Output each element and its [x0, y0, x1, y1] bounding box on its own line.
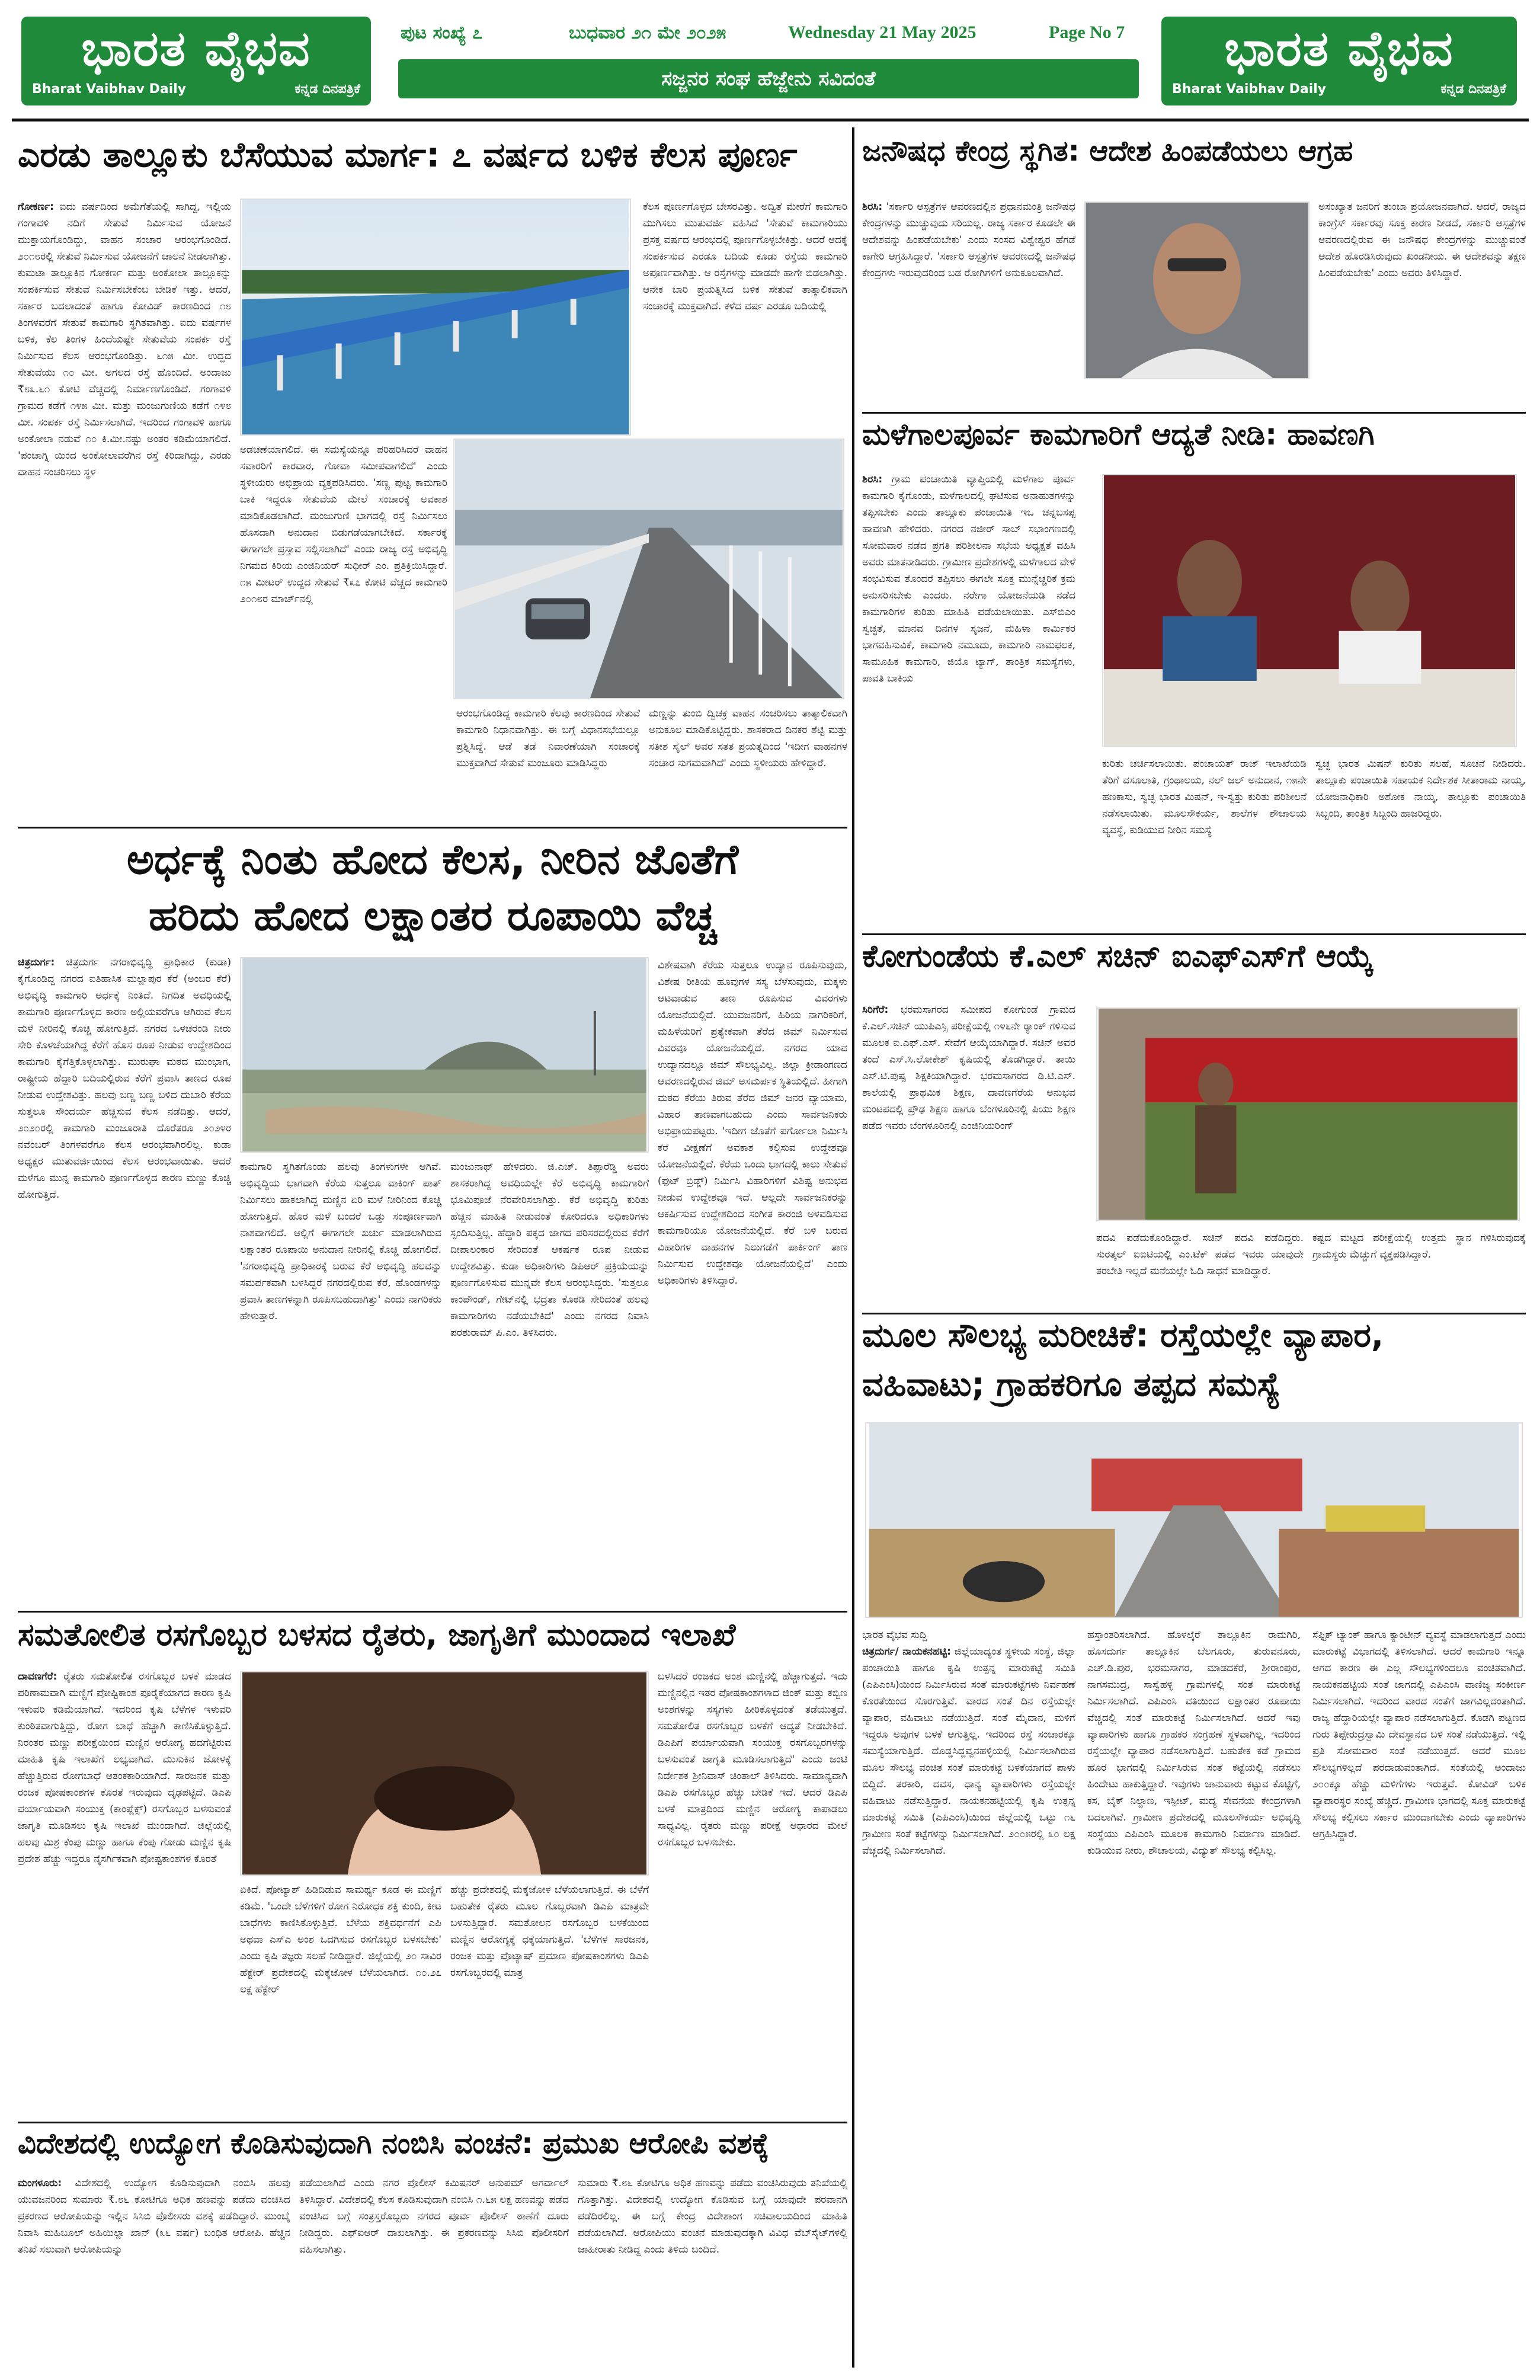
article-bridge-col1 [18, 199, 231, 815]
headline-lake-line1: ಅರ್ಧಕ್ಕೆ ನಿಂತು ಹೋದ ಕೆಲಸ, ನೀರಿನ ಜೊತೆಗೆ [126, 836, 739, 884]
photo-roadside-market [865, 1422, 1523, 1618]
photo-upsc-candidate [1096, 1007, 1520, 1221]
article-market-col3: ಸೆಫ್ಟಿಕ್ ಟ್ಯಾಂಕ್ ಹಾಗೂ ಕ್ಯಾಂಟೀನ್ ವ್ಯವಸ್ಥೆ ಮಾಡಲಾಗುತ್ತದೆ ಎಂದು ಮಾರುಕಟ್ಟೆ ವಿಭಾಗದಲ್ಲಿ ತಿಳಿಸಲಾಗಿದೆ. ಆದರೆ ಕಾಮಗಾರಿ ಇನ್ನೂ ಆಗದ ಕಾರಣ ಈ ಎಲ್ಲ ಸೌಲಭ್ಯಗಳಿಂದಲೂ ವಂಚಿತವಾಗಿದೆ. ನಾಯಕನಹಟ್ಟಿಯ ಸಂತೆ ಜಾಗದಲ್ಲಿ ಎಪಿಎಂಸಿ ವಾಣಿಜ್ಯ ಸಂಕೀರ್ಣ ನಿರ್ಮಿಸಲಾಗಿದೆ. ಇದರಿಂದ ವಾರದ ಸಂತೆಗೆ ಜಾಗವಿಲ್ಲದಂತಾಗಿದೆ. ರಾಜ್ಯ ಹೆದ್ದಾರಿಯಲ್ಲೇ ವ್ಯಾಪಾರ ನಡೆಸಲಾಗುತ್ತಿದೆ. ಕೊಡಗಿ ಪಟ್ಟಣದ ಗುರು ತಿಪ್ಪೇರುದ್ರಸ್ವಾಮಿ ದೇವಸ್ಥಾನದ ಬಳಿ ಸಂತೆ ನಡೆಯುತ್ತಿದೆ. ಇಲ್ಲಿ ಪ್ರತಿ ಸೋಮವಾರ ಸಂತೆ ನಡೆಯುತ್ತದೆ. ಆದರೆ ಮೂಲ ಸೌಲಭ್ಯಗಳಿಲ್ಲದೆ ಪರದಾಡುವಂತಾಗಿದೆ. ಸಂತೆಯಲ್ಲಿ ಅಂದಾಜು ೨೦೦ಕ್ಕೂ ಹೆಚ್ಚು ಮಳಿಗೆಗಳು ಇರುತ್ತವೆ. ಕೋವಿಡ್ ಬಳಿಕ ವ್ಯಾಪಾರಸ್ಥರ ಸಂಖ್ಯೆ ಹೆಚ್ಚಿದೆ. ಗ್ರಾಮೀಣ ಭಾಗದಲ್ಲಿ ಸೂಕ್ತ ಮಾರುಕಟ್ಟೆ ಸೌಲಭ್ಯ ಕಲ್ಪಿಸಲು ಸರ್ಕಾರ ಮುಂದಾಗಬೇಕು ಎಂದು ವ್ಯಾಪಾರಿಗಳು ಆಗ್ರಹಿಸಿದ್ದಾರೆ. [1312, 1629, 1526, 1840]
dateline: ಶಿರಸಿ: [862, 201, 883, 213]
article-bridge-col3: ಆರಂಭಗೊಂಡಿದ್ದ ಕಾಮಗಾರಿ ಕೆಲವು ಕಾರಣದಿಂದ ಸೇತುವೆ ಕಾಮಗಾರಿ ನಿಧಾನವಾಗಿತ್ತು. ಈ ಬಗ್ಗೆ ವಿಧಾನಸಭೆಯಲ್ಲೂ ಪ್ರಶ್ನಿಸಿದ್ದೆ. ಆಡೆ ತಡೆ ನಿವಾರಣೆಯಾಗಿ ಸಂಚಾರಕ್ಕೆ ಮುಕ್ತವಾಗಿದೆ ಸೇತುವೆ ಮಂಜೂರು ಮಾಡಿಸಿದ್ದರು [456, 708, 640, 769]
logo-text: ಭಾರತ ವೈಭವ [81, 21, 311, 77]
date-en: Wednesday 21 May 2025 [788, 23, 976, 42]
column-rule [852, 127, 854, 2368]
article-text: ಐದು ವರ್ಷದಿಂದ ಅಮೆಗೆತೆಯಲ್ಲಿ ಸಾಗಿದ್ದ, ಇಲ್ಲಿಯ ಗಂಗಾವಳಿ ನದಿಗೆ ಸೇತುವೆ ನಿರ್ಮಿಸುವ ಯೋಜನೆ ಮುಕ್ತಾಯಗೊಂಡಿದ್ದು, ವಾಹನ ಸಂಚಾರ ಆರಂಭಗೊಂಡಿದೆ. ೨೦೧೮ರಲ್ಲಿ ಸೇತುವೆ ನಿರ್ಮಿಸುವ ಯೋಜನೆಗೆ ಚಾಲನೆ ನೀಡಲಾಗಿತ್ತು. ಕುಮಟಾ ತಾಲ್ಲೂಕಿನ ಗೋಕರ್ಣ ಮತ್ತು ಅಂಕೋಲಾ ತಾಲ್ಲೂಕನ್ನು ಸಂಪರ್ಕಿಸುವ ಸೇತುವೆ ನಿರ್ಮಿಸಬೇಕೆಂಬ ಬೇಡಿಕೆ ಇತ್ತು. ಆದರೆ, ಸರ್ಕಾರ ಬದಲಾದಂತೆ ಹಾಗೂ ಕೋವಿಡ್ ಕಾರಣದಿಂದ ೧೮ ತಿಂಗಳವರೆಗೆ ಸೇತುವೆ ಕಾಮಗಾರಿ ಸ್ಥಗಿತವಾಗಿತ್ತು. ಐದು ವರ್ಷಗಳ ಬಳಿಕ, ಕೆಲ ತಿಂಗಳ ಹಿಂದೆಯಷ್ಟೇ ಸೇತುವೆಯ ಸಂಪರ್ಕ ರಸ್ತೆ ನಿರ್ಮಿಸುವ ಕೆಲಸ ಆರಂಭಗೊಂಡಿತ್ತು. ೬೧೫ ಮೀ. ಉದ್ದದ ಸೇತುವೆಯು ೧೦ ಮೀ. ಅಗಲದ ರಸ್ತೆ ಹೊಂದಿದೆ. ಅಂದಾಜು ₹೮೩.೬೧ ಕೋಟಿ ವೆಚ್ಚದಲ್ಲಿ ನಿರ್ಮಾಣಗೊಂಡಿದೆ. ಗಂಗಾವಳಿ ಗ್ರಾಮದ ಕಡೆಗೆ ೧೪೫ ಮೀ. ಮತ್ತು ಮಂಜುಗುಣಿಯ ಕಡೆಗೆ ೧೪೮ ಮೀ. ಸಂಪರ್ಕ ರಸ್ತೆ ನಿರ್ಮಿಸಲಾಗಿದೆ. ಇದರಿಂದ ಗಂಗಾವಳಿ ಹಾಗೂ ಅಂಕೋಲಾ ನಡುವೆ ೧೦ ಕಿ.ಮೀ.ನಷ್ಟು ಅಂತರ ಕಡಿಮೆಯಾಗಲಿದೆ. 'ಪಂಚಾಗ್ನಿ ಯಿಂದ ಅಂಕೋಲಾವರೆಗಿನ ರಸ್ತೆ ಕಿರಿದಾಗಿದ್ದು, ಎರಡು ವಾಹನ ಸಂಚರಿಸಲು ಸ್ಥಳ [18, 201, 231, 478]
divider [18, 1611, 847, 1613]
logo-en: Bharat Vaibhav Daily [32, 82, 187, 97]
article-market-col2: ಹಸ್ತಾಂತರಿಸಲಾಗಿದೆ. ಹೊಳಲ್ಕೆರೆ ತಾಲ್ಲೂಕಿನ ರಾಮಗಿರಿ, ಹೊಸದುರ್ಗ ತಾಲ್ಲೂಕಿನ ಬೆಲಗೂರು, ತುರುವನೂರು, ಎಚ್.ಡಿ.ಪುರ, ಭರಮಸಾಗರ, ಮಾಡದಕೆರೆ, ಶ್ರೀರಾಂಪುರ, ನಾಗಸಮುದ್ರ, ಸಾಸ್ವೆಹಳ್ಳಿ ಗ್ರಾಮಗಳಲ್ಲಿ ಸಂತೆ ಮಾರುಕಟ್ಟೆ ನಿರ್ಮಿಸಲಾಗಿದೆ. ಎಪಿಎಂಸಿ ವತಿಯಿಂದ ಲಕ್ಷಾಂತರ ರೂಪಾಯಿ ವೆಚ್ಚದಲ್ಲಿ ಸಂತೆ ಮಾರುಕಟ್ಟೆ ನಿರ್ಮಿಸಲಾಗಿದೆ. ಆದರೆ ಇವು ವ್ಯಾಪಾರಿಗಳು ಹಾಗೂ ಗ್ರಾಹಕರ ಸಂಗ್ರಹಣೆ ಸ್ಥಳವಾಗಿಲ್ಲ. ಇದರಿಂದ ರಸ್ತೆಯಲ್ಲೇ ವ್ಯಾಪಾರ ನಡೆಸಲಾಗುತ್ತಿದೆ. ಬಹುತೇಕ ಕಡೆ ಗ್ರಾಮದ ಹೊರ ಭಾಗದಲ್ಲಿ ನಿರ್ಮಿಸಿರುವ ಸಂತೆ ಕಟ್ಟೆಯಲ್ಲಿ ನಡೆಸಲು ಹಿಂದೇಟು ಹಾಕುತ್ತಿದ್ದಾರೆ. ಇವುಗಳು ಜಾನುವಾರು ಕಟ್ಟುವ ಕೊಟ್ಟಿಗೆ, ಕಸ, ಬೈಕ್ ನಿಲ್ದಾಣ, ಇಸ್ಪೀಟ್, ಮದ್ಯ ಸೇವನೆಯ ಕೇಂದ್ರಗಳಾಗಿ ಬದಲಾಗಿವೆ. ಗ್ರಾಮೀಣ ಪ್ರದೇಶದಲ್ಲಿ ಮೂಲಸೌಕರ್ಯ ಅಭಿವೃದ್ಧಿ ಸಂಸ್ಥೆಯು ಎಪಿಎಂಸಿ ಮೂಲಕ ಕಾಮಗಾರಿ ನಿರ್ಮಾಣ ಮಾಡಿದೆ. ಕುಡಿಯುವ ನೀರು, ಶೌಚಾಲಯ, ವಿದ್ಯುತ್ ಸೌಲಭ್ಯ ಕಲ್ಪಿಸಿಲ್ಲ. [1087, 1629, 1301, 1857]
headline-monsoon-works: ಮಳೆಗಾಲಪೂರ್ವ ಕಾಮಗಾರಿಗೆ ಆದ್ಯತೆ ನೀಡಿ: ಹಾವಣಗಿ [862, 418, 1375, 452]
logo-text: ಭಾರತ ವೈಭವ [1224, 21, 1454, 77]
article-lake-col1 [18, 954, 231, 1606]
dateline: ಶಿರಸಿ: [862, 474, 883, 485]
headline-bridge: ಎರಡು ತಾಲ್ಲೂಕು ಬೆಸೆಯುವ ಮಾರ್ಗ: ೭ ವರ್ಷದ ಬಳಿಕ ಕೆಲಸ ಪೂರ್ಣ [18, 135, 798, 175]
article-ifs-col3: ಕಷ್ಟದ ಮಟ್ಟದ ಪರೀಕ್ಷೆಯಲ್ಲಿ ಉತ್ತಮ ಸ್ಥಾನ ಗಳಿಸಿರುವುದಕ್ಕೆ ಗ್ರಾಮಸ್ಥರು ಮೆಚ್ಚುಗೆ ವ್ಯಕ್ತಪಡಿಸಿದ್ದಾರೆ. [1312, 1232, 1526, 1261]
logo-en: Bharat Vaibhav Daily [1172, 82, 1327, 97]
divider [862, 933, 1526, 936]
article-text: ವಿದೇಶದಲ್ಲಿ ಉದ್ಯೋಗ ಕೊಡಿಸುವುದಾಗಿ ನಂಬಿಸಿ ಹಲವು ಯುವಜನರಿಂದ ಸುಮಾರು ₹.೮೬ ಕೋಟಿಗೂ ಅಧಿಕ ಹಣವನ್ನು ಪಡೆದು ವಂಚಿಸಿದ ಪ್ರಕರಣದ ಆರೋಪಿಯನ್ನು ಇಲ್ಲಿನ ಸಿಸಿಬಿ ಪೊಲೀಸರು ವಶಕ್ಕೆ ಪಡೆದಿದ್ದಾರೆ. ಮುಂಬೈ ನಿವಾಸಿ ಮಹಿಬೂಲ್ ಅಹಿಯಿಲ್ಲಾ ಖಾನ್ (೩೬ ವರ್ಷ) ಬಂಧಿತ ಆರೋಪಿ. ಹೆಚ್ಚಿನ ತನಿಖೆ ಸಲುವಾಗಿ ಆರೋಪಿಯನ್ನು [18, 2177, 290, 2256]
headline-ifs-selection: ಕೋಗುಂಡೆಯ ಕೆ.ಎಲ್ ಸಚಿನ್ ಐಎಫ್‌ಎಸ್‌ಗೆ ಆಯ್ಕೆ [862, 939, 1373, 974]
masthead-rule [12, 119, 1529, 121]
article-ifs-col2: ಪದವಿ ಪಡೆದುಕೊಂಡಿದ್ದಾರೆ. ಸಚಿನ್ ಪದವಿ ಪಡೆದಿದ್ದರು. ಸುರತ್ಕಲ್ ಐಐಟಿಯಲ್ಲಿ ಎಂ.ಟೆಕ್ ಪಡೆದ ಇವರು ಯಾವುದೇ ತರಬೇತಿ ಇಲ್ಲದೆ ಮನೆಯಲ್ಲೇ ಓದಿ ಸಾಧನೆ ಮಾಡಿದ್ದಾರೆ. [1096, 1232, 1304, 1277]
logo-kn: ಕನ್ನಡ ದಿನಪತ್ರಿಕೆ [1440, 82, 1506, 97]
masthead-logo-left [21, 17, 371, 105]
article-lake-col4: ವಿಶೇಷವಾಗಿ ಕೆರೆಯ ಸುತ್ತಲೂ ಉದ್ಯಾನ ರೂಪಿಸುವುದು, ವಿಶೇಷ ರೀತಿಯ ಹೂವುಗಳ ಸಸ್ಯ ಬೆಳೆಸುವುದು, ಮಕ್ಕಳು ಆಟವಾಡುವ ತಾಣ ರೂಪಿಸುವ ವಿವರಗಳು ಯೋಜನೆಯಲ್ಲಿದೆ. ಯುವಜನರಿಗೆ, ಹಿರಿಯ ನಾಗರಿಕರಿಗೆ, ಮಹಿಳೆಯರಿಗೆ ಪ್ರತ್ಯೇಕವಾಗಿ ತೆರೆದ ಜಿಮ್ ನಿರ್ಮಿಸುವ ವಿವರವೂ ಯೋಜನೆಯಲ್ಲಿದೆ. ನಗರದ ಯಾವ ಉದ್ಯಾನದಲ್ಲೂ ಜಿಮ್ ಸೌಲಭ್ಯವಿಲ್ಲ. ಜಿಲ್ಲಾ ಕ್ರೀಡಾಂಗಣದ ಆವರಣದಲ್ಲಿರುವ ಜಿಮ್ ಅಸಮರ್ಪಕ ಸ್ಥಿತಿಯಲ್ಲಿದೆ. ಹೀಗಾಗಿ ಮಠದ ಕೆರೆಯ ತಿರುವ ತೆರೆದ ಜಿಮ್ ಜನರ ವ್ಯಾಯಾಮ, ವಿಹಾರ ತಾಣವಾಗಬಹುದು ಎಂದು ಸಾರ್ವಜನಿಕರು ಅಭಿಪ್ರಾಯಪಟ್ಟರು. 'ಇದೀಗ ಜೊತೆಗೆ ಪರ್ಗೋಲಾ ನಿರ್ಮಿಸಿ ಕೆರೆ ವೀಕ್ಷಣೆಗೆ ಅವಕಾಶ ಕಲ್ಪಿಸುವ ಉದ್ದೇಶವೂ ಯೋಜನೆಯಲ್ಲಿದೆ. ಕೆರೆಯ ಒಂದು ಭಾಗದಲ್ಲಿ ಕಾಲು ಸೇತುವೆ (ಫುಟ್ ಬ್ರಿಡ್ಜ್) ನಿರ್ಮಿಸಿ ವಿಹಾರಿಗಳಿಗೆ ವಿಶಿಷ್ಟ ಅನುಭವ ನೀಡುವ ಉದ್ದೇಶವೂ ಇದೆ. ಆಲ್ಲದೇ ಸಾರ್ವಜನಿಕರನ್ನು ಆಕರ್ಷಿಸುವ ಉದ್ದೇಶದಿಂದ ಸಂಗೀತ ಕಾರಂಜಿ ಅಳವಡಿಸುವ ಕಾಮಗಾರಿಯೂ ಯೋಜನೆಯಲ್ಲಿದೆ. ಕೆರೆ ಬಳಿ ಬರುವ ವಿಹಾರಿಗಳ ವಾಹನಗಳ ನಿಲುಗಡೆಗೆ ಪಾರ್ಕಿಂಗ್ ತಾಣ ನಿರ್ಮಿಸುವ ಉದ್ದೇಶವೂ ಯೋಜನೆಯಲ್ಲಿದೆ' ಎಂದು ಅಧಿಕಾರಿಗಳು ತಿಳಿಸಿದ್ದಾರೆ. [658, 959, 847, 1287]
article-ifs-col1 [862, 1002, 1075, 1310]
headline-janaushadhi: ಜನೌಷಧ ಕೇಂದ್ರ ಸ್ಥಗಿತ: ಆದೇಶ ಹಿಂಪಡೆಯಲು ಆಗ್ರಹ [862, 135, 1353, 168]
article-fertilizer-col4: ಬಳಸಿದರೆ ರಂಜಕದ ಅಂಶ ಮಣ್ಣಿನಲ್ಲಿ ಹೆಚ್ಚಾಗುತ್ತದೆ. ಇದು ಮಣ್ಣಿನಲ್ಲಿನ ಇತರ ಪೋಷಕಾಂಶಗಳಾದ ಜಿಂಕ್ ಮತ್ತು ಕಬ್ಬಿಣ ಅಂಶಗಳನ್ನು ಸಸ್ಯಗಳು ಹೀರಿಕೊಳ್ಳದಂತೆ ತಡೆಯುತ್ತದೆ. ಸಮತೋಲಿತ ರಸಗೊಬ್ಬರ ಬಳಕೆಗೆ ಆದ್ಯತೆ ನೀಡಬೇಕಿದೆ. ಡಿಎಪಿಗೆ ಪರ್ಯಾಯವಾಗಿ ಸಂಯುಕ್ತ ರಸಗೊಬ್ಬರಗಳನ್ನು ಬಳಸುವಂತೆ ಜಾಗೃತಿ ಮೂಡಿಸಲಾಗುತ್ತಿದೆ' ಎಂದು ಜಂಟಿ ನಿರ್ದೇಶಕ ಶ್ರೀನಿವಾಸ್ ಚಿಂತಾಲ್ ತಿಳಿಸಿದರು. ಸಾಮಾನ್ಯವಾಗಿ ಡಿಎಪಿ ರಸಗೊಬ್ಬರ ಹೆಚ್ಚು ಬೇಡಿಕೆ ಇದೆ. ಆದರೆ ಡಿಎಪಿ ಬಳಕೆ ಮಾತ್ರದಿಂದ ಮಣ್ಣಿನ ಆರೋಗ್ಯ ಕಾಪಾಡಲು ಸಾಧ್ಯವಿಲ್ಲ. ರೈತರು ಮಣ್ಣು ಪರೀಕ್ಷೆ ಆಧಾರದ ಮೇಲೆ ರಸಗೊಬ್ಬರ ಬಳಸಬೇಕು. [658, 1671, 847, 1848]
page-number-en: Page No 7 [1049, 23, 1125, 42]
article-lake-col2: ಕಾಮಗಾರಿ ಸ್ಥಗಿತಗೊಂಡು ಹಲವು ತಿಂಗಳುಗಳೇ ಆಗಿವೆ. ಅಭಿವೃದ್ಧಿಯ ಭಾಗವಾಗಿ ಕೆರೆಯ ಸುತ್ತಲೂ ವಾಕಿಂಗ್ ಪಾತ್ ನಿರ್ಮಿಸಲು ಹಾಕಲಾಗಿದ್ದ ಮಣ್ಣಿನ ಏರಿ ಮಳೆ ನೀರಿನಿಂದ ಕೊಚ್ಚಿ ಹೋಗುತ್ತಿದೆ. ಹೊರ ಮಳೆ ಬಂದರೆ ಒಡ್ಡು ಸಂಪೂರ್ಣವಾಗಿ ನಾಶವಾಗಲಿದೆ. ಆಲ್ಲಿಗೆ ಈಗಾಗಲೇ ಖರ್ಚು ಮಾಡಲಾಗಿರುವ ಲಕ್ಷಾಂತರ ರೂಪಾಯಿ ಅನುದಾನ ನೀರಿನಲ್ಲಿ ಕೊಚ್ಚಿ ಹೋಗಲಿದೆ. 'ನಗರಾಭಿವೃದ್ಧಿ ಪ್ರಾಧಿಕಾರಕ್ಕೆ ಬರುವ ಕೆರೆ ಅಭಿವೃದ್ಧಿ ಹಲವನ್ನು ಸಮರ್ಪಕವಾಗಿ ಬಳಸಿದ್ದರೆ ನಗರದಲ್ಲಿರುವ ಕೆರೆ, ಹೊಂಡಗಳನ್ನು ಪ್ರವಾಸಿ ತಾಣಗಳನ್ನಾಗಿ ರೂಪಿಸಬಹುದಾಗಿತ್ತು' ಎಂದು ನಾಗರಿಕರು ಹೇಳುತ್ತಾರೆ. [240, 1161, 441, 1322]
article-monsoon-col1 [862, 471, 1075, 927]
divider [862, 1313, 1526, 1315]
article-bridge-col5: ಕೆಲಸ ಪೂರ್ಣಗೊಳ್ಳದ ಬೇಸರವಿತ್ತು. ಅದ್ವಿತೆ ಮೇರೆಗೆ ಕಾಮಗಾರಿ ಮುಗಿಸಲು ಮುತುವರ್ಜಿ ವಹಿಸಿದೆ 'ಸೇತುವೆ ಕಾಮಗಾರಿಯು ಪ್ರಸಕ್ತ ವರ್ಷದ ಆರಂಭದಲ್ಲಿ ಪೂರ್ಣಗೊಳ್ಳಬೇಕಿತ್ತು. ಆದರೆ ಆದಕ್ಕೆ ಸಂಪರ್ಕಿಸುವ ಎರಡೂ ಬದಿಯ ಕೂಡು ರಸ್ತೆಯ ಕಾಮಗಾರಿ ಅಪೂರ್ಣವಾಗಿತ್ತು. ಆ ರಸ್ತೆಗಳನ್ನು ಮಾಡದೇ ಹಾಗೇ ಬಿಡಲಾಗಿತ್ತು. ಆನೇಕ ಬಾರಿ ಪ್ರಯತ್ನಿಸಿದ ಬಳಿಕ ಸೇತುವೆ ತಾತ್ಕಾಲಿಕವಾಗಿ ಸಂಚಾರಕ್ಕೆ ಮುಕ್ತವಾಗಿದೆ. ಕಳೆದ ವರ್ಷ ಎರಡೂ ಬದಿಯಲ್ಲಿ [643, 201, 847, 312]
date-kn: ಬುಧವಾರ ೨೧ ಮೇ ೨೦೨೫ [569, 23, 726, 43]
dateline: ಗೋಕರ್ಣ: [18, 201, 54, 213]
article-lake-col3: ಮಂಜುನಾಥ್ ಹೇಳಿದರು. ಜಿ.ಎಚ್. ತಿಪ್ಪಾರೆಡ್ಡಿ ಅವರು ಶಾಸಕರಾಗಿದ್ದ ಅವಧಿಯಲ್ಲೇ ಕೆರೆ ಅಭಿವೃದ್ಧಿ ಕಾಮಗಾರಿಗೆ ಭೂಮಿಪೂಜೆ ನೆರವೇರಿಸಲಾಗಿತ್ತು. ಕೆರೆ ಅಭಿವೃದ್ಧಿ ಕುರಿತು ಹೆಚ್ಚಿನ ಮಾಹಿತಿ ನೀಡುವಂತೆ ಕೋರಿದರೂ ಅಧಿಕಾರಿಗಳು ಸ್ಪಂದಿಸುತ್ತಿಲ್ಲ. ಹೆದ್ದಾರಿ ಪಕ್ಕದ ಜಾಗದ ಪರಿಸರದಲ್ಲಿರುವ ಕೆರೆಗೆ ದೀಪಾಲಂಕಾರ ಸೇರಿದಂತೆ ಆಕರ್ಷಕ ರೂಪ ನೀಡುವ ಉದ್ದೇಶವಿತ್ತು. ಕುಡಾ ಅಧಿಕಾರಿಗಳು ಡಿಪಿಆರ್ ಪ್ರಕ್ರಿಯೆಯನ್ನು ಪೂರ್ಣಗೊಳಿಸುವ ಮುನ್ನವೇ ಕೆಲಸ ಆರಂಭಿಸಿದ್ದರು. 'ಸುತ್ತಲೂ ಕಾಂಪೌಂಡ್, ಗೇಟ್‌ನಲ್ಲಿ ಭದ್ರತಾ ಕೊಠಡಿ ಸೇರಿದಂತೆ ಹಲವು ಕಾಮಗಾರಿಗಳು ನಡೆಯಬೇಕಿದೆ' ಎಂದು ನಗರದ ನಿವಾಸಿ ಪರಶುರಾಮ್ ಪಿ.ಎಂ. ತಿಳಿಸಿದರು. [450, 1161, 649, 1339]
article-bridge-col4: ಮಣ್ಣನ್ನು ತುಂಬಿ ದ್ವಿಚಕ್ರ ವಾಹನ ಸಂಚರಿಸಲು ತಾತ್ಕಾಲಿಕವಾಗಿ ಅನುಕೂಲ ಮಾಡಿಕೊಟ್ಟಿದ್ದರು. ಶಾಸಕರಾದ ದಿನಕರ ಶೆಟ್ಟಿ ಮತ್ತು ಸತೀಶ ಸೈಲ್ ಅವರ ಸತತ ಪ್ರಯತ್ನದಿಂದ 'ಇದೀಗ ವಾಹನಗಳ ಸಂಚಾರ ಸುಗಮವಾಗಿದೆ' ಎಂದು ಸ್ಥಳೀಯರು ಹೇಳಿದ್ದಾರೆ. [649, 708, 847, 769]
headline-market-line2: ವಹಿವಾಟು; ಗ್ರಾಹಕರಿಗೂ ತಪ್ಪದ ಸಮಸ್ಯೆ [862, 1366, 1281, 1404]
headline-lake-line2: ಹರಿದು ಹೋದ ಲಕ್ಷಾಂತರ ರೂಪಾಯಿ ವೆಚ್ಚ [148, 892, 717, 940]
photo-meeting [1102, 474, 1517, 747]
photo-bridge-road [453, 439, 844, 699]
article-janaushadhi-col1 [862, 199, 1075, 406]
dateline: ದಾವಣಗೆರೆ: [18, 1671, 57, 1682]
article-fraud-col3: ಸುಮಾರು ₹.೮೬ ಕೋಟಿಗೂ ಅಧಿಕ ಹಣವನ್ನು ಪಡೆದು ವಂಚಿಸಿರುವುದು ತನಿಖೆಯಲ್ಲಿ ಗೊತ್ತಾಗಿತ್ತು. ವಿದೇಶದಲ್ಲಿ ಉದ್ಯೋಗ ಕೊಡಿಸುವ ಬಗ್ಗೆ ಯಾವುದೇ ಪರವಾನಗಿ ಪಡೆದಿರಲಿಲ್ಲ. ಈ ಬಗ್ಗೆ ಕೇಂದ್ರ ವಿದೇಶಾಂಗ ಸಚಿವಾಲಯದಿಂದ ಮಾಹಿತಿ ಪಡೆಯಲಾಗಿದೆ. ಆರೋಪಿಯು ವಂಚನೆ ಮಾಡುವುದಕ್ಕಾಗಿ ವಿವಿಧ ವೆಬ್‌ಸೈಟ್‌ಗಳಲ್ಲಿ ಜಾಹೀರಾತು ನೀಡಿದ್ದ ಎಂದು ತಿಳಿದು ಬಂದಿದೆ. [578, 2177, 847, 2256]
article-text: 'ಸರ್ಕಾರಿ ಆಸ್ಪತ್ರೆಗಳ ಆವರಣದಲ್ಲಿನ ಪ್ರಧಾನಮಂತ್ರಿ ಜನೌಷಧ ಕೇಂದ್ರಗಳನ್ನು ಮುಚ್ಚುವುದು ಸರಿಯಲ್ಲ. ರಾಜ್ಯ ಸರ್ಕಾರ ಕೂಡಲೇ ಈ ಆದೇಶವನ್ನು ಹಿಂಪಡೆಯಬೇಕು' ಎಂದು ಸಂಸದ ವಿಶ್ವೇಶ್ವರ ಹೆಗಡೆ ಕಾಗೇರಿ ಆಗ್ರಹಿಸಿದ್ದಾರೆ. 'ಸರ್ಕಾರಿ ಆಸ್ಪತ್ರೆಗಳ ಆವರಣದಲ್ಲಿ ಜನೌಷಧ ಕೇಂದ್ರಗಳು ಇರುವುದರಿಂದ ಬಡ ರೋಗಿಗಳಿಗೆ ಅನುಕೂಲವಾಗಿದೆ. [862, 201, 1075, 279]
divider [18, 827, 847, 829]
page-number-kn: ಪುಟ ಸಂಖ್ಯೆ ೭ [401, 23, 483, 43]
photo-bridge-aerial [240, 199, 631, 436]
article-fraud-col2: ಪಡೆಯಲಾಗಿದೆ ಎಂದು ನಗರ ಪೊಲೀಸ್ ಕಮಿಷನರ್ ಅನುಪಮ್ ಅಗರ್ವಾಲ್ ತಿಳಿಸಿದ್ದಾರೆ. ವಿದೇಶದಲ್ಲಿ ಕೆಲಸ ಕೊಡಿಸುವುದಾಗಿ ನಂಬಿಸಿ ೧.೬೫ ಲಕ್ಷ ಹಣವನ್ನು ಪಡೆದ ವಂಚಿಸಿದ ಬಗ್ಗೆ ಸಂತ್ರಸ್ತರೊಬ್ಬರು ನಗರದ ಪೂರ್ವ ಪೊಲೀಸ್ ಠಾಣೆಗೆ ದೂರು ನೀಡಿದ್ದರು. ಎಫ್‌ಐಆರ್ ದಾಖಲಾಗಿತ್ತು. ಈ ಪ್ರಕರಣವನ್ನು ಸಿಸಿಬಿ ಪೊಲೀಸರಿಗೆ ವಹಿಸಲಾಗಿತ್ತು. [299, 2177, 569, 2256]
masthead-logo-right [1161, 17, 1517, 105]
article-fraud-col1 [18, 2175, 290, 2371]
photo-soil-hands [240, 1671, 649, 1876]
masthead-tagline: ಸಜ್ಜನರ ಸಂಘ ಹೆಜ್ಜೇನು ಸವಿದಂತೆ [398, 59, 1139, 98]
article-fertilizer-col2: ಏಕಿದೆ. ಪೋಟ್ಯಾಶ್ ಹಿಡಿದಿಡುವ ಸಾಮರ್ಥ್ಯ ಕೂಡ ಈ ಮಣ್ಣಿಗೆ ಕಡಿಮೆ. 'ಒಂದೇ ಬೆಳೆಗಳಿಗೆ ರೋಗ ನಿರೋಧಕ ಶಕ್ತಿ ಕುಂದಿ, ಕೀಟ ಬಾಧೆಗಳು ಕಾಣಿಸಿಕೊಳ್ಳುತ್ತಿವೆ. ಬೆಳೆಯ ಶಕ್ತಿವರ್ಧನೆಗೆ ಎಪಿ ಅಥವಾ ಎಸ್‌ಎ ಅಂಶ ಒದಗಿಸುವ ರಸಗೊಬ್ಬರ ಬಳಸಬೇಕು' ಎಂದು ಕೃಷಿ ತಜ್ಞರು ಸಲಹೆ ನೀಡಿದ್ದಾರೆ. ಜಿಲ್ಲೆಯಲ್ಲಿ ೨೦ ಸಾವಿರ ಹೆಕ್ಟೇರ್ ಪ್ರದೇಶದಲ್ಲಿ ಮೆಕ್ಕೆಜೋಳ ಬೆಳೆಯಲಾಗಿದೆ. ೧೦.೨೭ ಲಕ್ಷ ಹೆಕ್ಟೇರ್ [240, 1884, 441, 1995]
headline-fertilizer: ಸಮತೋಲಿತ ರಸಗೊಬ್ಬರ ಬಳಸದ ರೈತರು, ಜಾಗೃತಿಗೆ ಮುಂದಾದ ಇಲಾಖೆ [18, 1618, 736, 1653]
byline: ಭಾರತ ವೈಭವ ಸುದ್ದಿ [862, 1629, 927, 1641]
article-fertilizer-col1 [18, 1668, 231, 2119]
photo-lake [240, 957, 649, 1153]
headline-market-line1: ಮೂಲ ಸೌಲಭ್ಯ ಮರೀಚಿಕೆ: ರಸ್ತೆಯಲ್ಲೇ ವ್ಯಾಪಾರ, [862, 1317, 1384, 1355]
article-market-col1 [862, 1627, 1075, 2368]
divider [18, 2122, 847, 2124]
article-text: ಜಿಲ್ಲೆಯಾದ್ಯಂತ ಸ್ಥಳೀಯ ಸಂಸ್ಥೆ, ಜಿಲ್ಲಾ ಪಂಚಾಯಿತಿ ಹಾಗೂ ಕೃಷಿ ಉತ್ಪನ್ನ ಮಾರುಕಟ್ಟೆ ಸಮಿತಿ (ಎಪಿಎಂಸಿ)ಯಿಂದ ನಿರ್ಮಿಸಿರುವ ಸಂತೆ ಮಾರುಕಟ್ಟೆಗಳು ನಿರ್ವಹಣೆ ಕೊರತೆಯಿಂದ ಸೊರಗುತ್ತಿವೆ. ವಾರದ ಸಂತೆ ದಿನ ರಸ್ತೆಯಲ್ಲೇ ವ್ಯಾಪಾರ, ವಹಿವಾಟು ನಡೆಯುತ್ತಿದೆ. ಸಂತೆ ಮೈದಾನ, ಮಳಿಗೆ ಇದ್ದರೂ ಅವುಗಳ ಬಳಕೆ ಆಗುತ್ತಿಲ್ಲ. ಇದರಿಂದ ರಸ್ತೆ ಸಂಚಾರಕ್ಕೂ ಸಮಸ್ಯೆಯಾಗುತ್ತಿದೆ. ದೊಡ್ಡಸಿದ್ದವ್ವನಹಳ್ಳಿಯಲ್ಲಿ ನಿರ್ಮಿಸಲಾಗಿರುವ ಮೂಲ ಸೌಲಭ್ಯ ವಂಚಿತ ಸಂತೆ ಮಾರುಕಟ್ಟೆ ಬಳಕೆಯಾಗದೆ ಪಾಳು ಬಿದ್ದಿದೆ. ತರಕಾರಿ, ದವಸ, ಧಾನ್ಯ ವ್ಯಾಪಾರಿಗಳು ರಸ್ತೆಯಲ್ಲೇ ವಹಿವಾಟು ನಡೆಸುತ್ತಿದ್ದಾರೆ. ನಾಯಕನಹಟ್ಟಿಯಲ್ಲಿ ಕೃಷಿ ಉತ್ಪನ್ನ ಮಾರುಕಟ್ಟೆ ಸಮಿತಿ (ಎಪಿಎಂಸಿ)ಯಿಂದ ಜಿಲ್ಲೆಯಲ್ಲಿ ಒಟ್ಟು ೧೬ ಗ್ರಾಮೀಣ ಸಂತೆ ಕಟ್ಟೆಗಳನ್ನು ನಿರ್ಮಿಸಲಾಗಿದೆ. ೨೦೦೫ರಲ್ಲಿ ೩೦ ಲಕ್ಷ ವೆಚ್ಚದಲ್ಲಿ ನಿರ್ಮಿಸಲಾಗಿದೆ. [862, 1646, 1075, 1857]
logo-kn: ಕನ್ನಡ ದಿನಪತ್ರಿಕೆ [294, 82, 360, 97]
article-text: ಚಿತ್ರದುರ್ಗ ನಗರಾಭಿವೃದ್ಧಿ ಪ್ರಾಧಿಕಾರ (ಕುಡಾ) ಕೈಗೊಂಡಿದ್ದ ನಗರದ ಐತಿಹಾಸಿಕ ಮಲ್ಲಾಪುರ ಕೆರೆ (ಅಂಬರ ಕೆರೆ) ಅಭಿವೃದ್ಧಿ ಕಾಮಗಾರಿ ಅರ್ಧಕ್ಕೆ ನಿಂತಿದೆ. ನಿಗದಿತ ಅವಧಿಯಲ್ಲಿ ಕಾಮಗಾರಿ ಪೂರ್ಣಗೊಳ್ಳದ ಕಾರಣ ಅಲ್ಲಿಯವರೆಗೂ ಆಗಿರುವ ಕೆಲಸ ಮಳೆ ನೀರಿನಲ್ಲಿ ಕೊಚ್ಚಿ ಹೋಗುತ್ತಿದೆ. ನಗರದ ಒಳಚರಂಡಿ ನೀರು ಸೇರಿ ಕೊಳಚೆಯಾಗಿದ್ದ ಕೆರೆಗೆ ಹೊಸ ರೂಪ ನೀಡುವ ಉದ್ದೇಶದಿಂದ ಕಾಮಗಾರಿ ಕೈಗೆತ್ತಿಕೊಳ್ಳಲಾಗಿತ್ತು. ಮುರುಘಾ ಮಠದ ಮುಂಭಾಗ, ರಾಷ್ಟ್ರೀಯ ಹೆದ್ದಾರಿ ಬದಿಯಲ್ಲಿರುವ ಕೆರೆಗೆ ಪ್ರವಾಸಿ ತಾಣದ ರೂಪ ನೀಡುವ ಉದ್ದೇಶವಿತ್ತು. ಹಲವು ಬಣ್ಣ ಬಣ್ಣ ಬಳಿದ ದುಬಾರಿ ಕೆರೆಯ ಸುತ್ತಲೂ ಸೌಂದರ್ಯ ಹೆಚ್ಚಿಸುವ ಕೆಲಸ ನಡೆದಿತ್ತು. ಆದರೆ, ೨೦೨೦ರಲ್ಲಿ ಕಾಮಗಾರಿ ಮಂಜೂರಾತಿ ದೊರೆತರೂ ೨೦೨೪ರ ನವೆಂಬರ್ ತಿಂಗಳವರೆಗೂ ಕೆಲಸ ಆರಂಭವಾಗಿರಲಿಲ್ಲ. ಕುಡಾ ಅಧ್ಯಕ್ಷರ ಮುತುವರ್ಜಿಯಿಂದ ಕೆಲಸ ಆರಂಭವಾಯಿತು. ಆದರೆ ಮಳೆಗೂ ಮುನ್ನ ಕಾಮಗಾರಿ ಪೂರ್ಣಗೊಳ್ಳದ ಕಾರಣ ಮಣ್ಣು ಕೊಚ್ಚಿ ಹೋಗುತ್ತಿದೆ. [18, 957, 231, 1201]
dateline: ಚಿತ್ರದುರ್ಗ/ ನಾಯಕನಹಟ್ಟಿ: [862, 1646, 951, 1658]
article-monsoon-col2: ಕುರಿತು ಚರ್ಚಿಸಲಾಯಿತು. ಪಂಚಾಯತ್ ರಾಜ್ ಇಲಾಖೆಯಡಿ ತೆರಿಗೆ ವಸೂಲಾತಿ, ಗ್ರಂಥಾಲಯ, ನಲ್ ಜಲ್ ಅನುದಾನ, ೧೫ನೇ ಹಣಕಾಸು, ಸ್ವಚ್ಛ ಭಾರತ ಮಿಷನ್, ಇ-ಸ್ವತ್ತು ಕುರಿತು ಪರಿಶೀಲನೆ ನಡೆಸಲಾಯಿತು. ಮೂಲಸೌಕರ್ಯ, ಶಾಲೆಗಳ ಶೌಚಾಲಯ ವ್ಯವಸ್ಥೆ, ಕುಡಿಯುವ ನೀರಿನ ಸಮಸ್ಯೆ [1102, 758, 1307, 836]
article-monsoon-col3: ಸ್ವಚ್ಛ ಭಾರತ ಮಿಷನ್ ಕುರಿತು ಸಲಹೆ, ಸೂಚನೆ ನೀಡಿದರು. ತಾಲ್ಲೂಕು ಪಂಚಾಯಿತಿ ಸಹಾಯಕ ನಿರ್ದೇಶಕ ಸೀತಾರಾಮ ನಾಯ್ಕ, ಯೋಜನಾಧಿಕಾರಿ ಅಶೋಕ ನಾಯ್ಕ, ತಾಲ್ಲೂಕು ಪಂಚಾಯಿತಿ ಸಿಬ್ಬಂದಿ, ತಾಂತ್ರಿಕ ಸಿಬ್ಬಂದಿ ಹಾಜರಿದ್ದರು. [1315, 758, 1526, 820]
divider [862, 412, 1526, 414]
article-text: ಭರಮಸಾಗರದ ಸಮೀಪದ ಕೋಗುಂಡೆ ಗ್ರಾಮದ ಕೆ.ಎಲ್.ಸಚಿನ್ ಯುಪಿಎಸ್ಸಿ ಪರೀಕ್ಷೆಯಲ್ಲಿ ೧೪೬ನೇ ರ‍್ಯಾಂಕ್ ಗಳಿಸುವ ಮೂಲಕ ಐ.ಎಫ್.ಎಸ್. ಸೇವೆಗೆ ಆಯ್ಕೆಯಾಗಿದ್ದಾರೆ. ಸಚಿನ್ ಅವರ ತಂದೆ ಎಸ್.ಸಿ.ಲೋಕೇಶ್ ಕೃಷಿಯಲ್ಲಿ ತೊಡಗಿದ್ದಾರೆ. ತಾಯಿ ಎಸ್.ಟಿ.ಪುಷ್ಪ ಶಿಕ್ಷಕಿಯಾಗಿದ್ದಾರೆ. ಭರಮಸಾಗರದ ಡಿ.ಟಿ.ಎಸ್. ಶಾಲೆಯಲ್ಲಿ ಪ್ರಾಥಮಿಕ ಶಿಕ್ಷಣ, ದಾವಣಗೆರೆಯ ಅನುಭವ ಮಂಟಪದಲ್ಲಿ ಪ್ರೌಢ ಶಿಕ್ಷಣ ಹಾಗೂ ಬೆಂಗಳೂರಿನಲ್ಲಿ ಪಿಯು ಶಿಕ್ಷಣ ಪಡೆದ ಇವರು ಬೆಂಗಳೂರಿನಲ್ಲಿ ಎಂಜಿನಿಯರಿಂಗ್ [862, 1004, 1075, 1132]
article-bridge-col2: ಅಡಚಣೆಯಾಗಲಿದೆ. ಈ ಸಮಸ್ಯೆಯನ್ನೂ ಪರಿಹರಿಸಿದರೆ ವಾಹನ ಸವಾರರಿಗೆ ಕಾರವಾರ, ಗೋವಾ ಸಮೀಪವಾಗಲಿದೆ' ಎಂದು ಸ್ಥಳೀಯರು ಅಭಿಪ್ರಾಯ ವ್ಯಕ್ತಪಡಿಸಿದರು. 'ಸಣ್ಣ ಪುಟ್ಟ ಕಾಮಗಾರಿ ಬಾಕಿ ಇದ್ದರೂ ಸೇತುವೆಯ ಮೇಲೆ ಸಂಚಾರಕ್ಕೆ ಅವಕಾಶ ಮಾಡಿಕೊಡಲಾಗಿದೆ. ಮಂಜುಗುಣಿ ಭಾಗದಲ್ಲಿ ರಸ್ತೆ ನಿರ್ಮಿಸಲು ಹೊಸದಾಗಿ ಅನುದಾನ ಬಿಡುಗಡೆಯಾಗಬೇಕಿದೆ. ಸರ್ಕಾರಕ್ಕೆ ಈಗಾಗಲೇ ಪ್ರಸ್ತಾವ ಸಲ್ಲಿಸಲಾಗಿದೆ' ಎಂದು ರಾಜ್ಯ ರಸ್ತೆ ಅಭಿವೃದ್ಧಿ ನಿಗಮದ ಕಿರಿಯ ಎಂಜಿನಿಯರ್ ಸುಧೀರ್ ಎಂ. ಪ್ರತಿಕ್ರಿಯಿಸಿದ್ದಾರೆ. ೧೫ ಮೀಟರ್ ಉದ್ದದ ಸೇತುವೆ ₹೩೭ ಕೋಟಿ ವೆಚ್ಚದ ಕಾಮಗಾರಿ ೨೦೧೮ರ ಮಾರ್ಚ್‌ನಲ್ಲಿ [240, 444, 447, 605]
dateline: ಚಿತ್ರದುರ್ಗ: [18, 957, 55, 968]
photo-mp-portrait [1084, 201, 1310, 379]
dateline: ಮಂಗಳೂರು: [18, 2177, 62, 2189]
article-janaushadhi-col2: ಅಸಂಖ್ಯಾತ ಜನರಿಗೆ ತುಂಬಾ ಪ್ರಯೋಜನವಾಗಿದೆ. ಆದರೆ, ರಾಜ್ಯದ ಕಾಂಗ್ರೆಸ್ ಸರ್ಕಾರವು ಸೂಕ್ತ ಕಾರಣ ನೀಡದೆ, ಸರ್ಕಾರಿ ಆಸ್ಪತ್ರೆಗಳ ಆವರಣದಲ್ಲಿರುವ ಈ ಜನೌಷಧ ಕೇಂದ್ರಗಳನ್ನು ಮುಚ್ಚುವಂತೆ ಆದೇಶ ಹೊರಡಿಸಿರುವುದು ಖಂಡನೀಯ. ಈ ಆದೇಶವನ್ನು ತಕ್ಷಣ ಹಿಂಪಡೆಯಬೇಕು' ಎಂದು ಅವರು ತಿಳಿಸಿದ್ದಾರೆ. [1318, 201, 1526, 279]
dateline: ಸಿರಿಗೆರೆ: [862, 1004, 889, 1016]
article-text: ಗ್ರಾಮ ಪಂಚಾಯಿತಿ ವ್ಯಾಪ್ತಿಯಲ್ಲಿ ಮಳೆಗಾಲ ಪೂರ್ವ ಕಾಮಗಾರಿ ಕೈಗೊಂಡು, ಮಳೆಗಾಲದಲ್ಲಿ ಘಟಿಸುವ ಅನಾಹುತಗಳನ್ನು ತಪ್ಪಿಸಬೇಕು ಎಂದು ತಾಲ್ಲೂಕು ಪಂಚಾಯಿತಿ ಇಒ ಚನ್ನಬಸಪ್ಪ ಹಾವಣಗಿ ಹೇಳಿದರು. ನಗರದ ನಜೀರ್ ಸಾಬ್ ಸಭಾಂಗಣದಲ್ಲಿ ಸೋಮವಾರ ನಡೆದ ಪ್ರಗತಿ ಪರಿಶೀಲನಾ ಸಭೆಯ ಅಧ್ಯಕ್ಷತೆ ವಹಿಸಿ ಅವರು ಮಾತನಾಡಿದರು. ಗ್ರಾಮೀಣ ಪ್ರದೇಶಗಳಲ್ಲಿ ಮಳೆಗಾಲದ ವೇಳೆ ಸಂಭವಿಸುವ ತೊಂದರೆ ತಪ್ಪಿಸಲು ಈಗಲೇ ಸೂಕ್ತ ಮುನ್ನೆಚ್ಚರಿಕೆ ಕ್ರಮ ಅನುಸರಿಸಬೇಕು ಎಂದರು. ನರೇಗಾ ಯೋಜನೆಯಡಿ ನಡೆದ ಕಾಮಗಾರಿಗಳ ಕುರಿತು ಮಾಹಿತಿ ಪಡೆಯಲಾಯಿತು. ಎಸ್‌ಬಿಎಂ ಸ್ವಚ್ಛತೆ, ಮಾನವ ದಿನಗಳ ಸೃಜನೆ, ಮಹಿಳಾ ಕಾರ್ಮಿಕರ ಭಾಗವಹಿಸುವಿಕೆ, ಕಾಮಗಾರಿ ನಮೂದು, ಕಾಮಗಾರಿ ನಾಮಫಲಕ, ಸಾಮೂಹಿಕ ಕಾಮಗಾರಿ, ಜಿಯೊ ಟ್ಯಾಗ್, ತಾಂತ್ರಿಕ ಸಮಸ್ಯೆಗಳು, ಪಾವತಿ ಬಾಕಿಯ [862, 474, 1075, 684]
article-text: ರೈತರು ಸಮತೋಲಿತ ರಸಗೊಬ್ಬರ ಬಳಕೆ ಮಾಡದ ಪರಿಣಾಮವಾಗಿ ಮಣ್ಣಿಗೆ ಪೋಷ್ಟಿಕಾಂಶ ಪೂರೈಕೆಯಾಗದ ಕಾರಣ ಕೃಷಿ ಇಳುವರಿ ಕಡಿಮೆಯಾಗಿದೆ. ಇದರಿಂದ ಕೃಷಿ ಬೆಳೆಗಳ ಇಳುವರಿ ಕುಂಠಿತವಾಗುತ್ತಿದ್ದು, ರೋಗ ಬಾಧೆ ಹೆಚ್ಚಾಗಿ ಕಾಣಿಸಿಕೊಳ್ಳುತ್ತಿದೆ. ನಿರಂತರ ಮಣ್ಣು ಪರೀಕ್ಷೆಯಿಂದ ಮಣ್ಣಿನ ಆರೋಗ್ಯ ಹದಗೆಟ್ಟಿರುವ ಮಾಹಿತಿ ಕೃಷಿ ಇಲಾಖೆಗೆ ಲಭ್ಯವಾಗಿದೆ. ಮುಸುಕಿನ ಜೋಳಕ್ಕೆ ಹೆಚ್ಚುತ್ತಿರುವ ರೋಗಬಾಧೆ ಆತಂಕಕಾರಿಯಾಗಿದೆ. ಸಾರಜನಕ ಮತ್ತು ರಂಜಕ ಪೋಷಕಾಂಶಗಳ ಕೊರತೆ ಇರುವುದು ದೃಢಪಟ್ಟಿದೆ. ಡಿಎಪಿ ಪರ್ಯಾಯವಾಗಿ ಸಂಯುಕ್ತ (ಕಾಂಪ್ಲೆಕ್ಸ್) ರಸಗೊಬ್ಬರ ಬಳಸುವಂತೆ ಜಾಗೃತಿ ಮೂಡಿಸಲು ಕೃಷಿ ಇಲಾಖೆ ಮುಂದಾಗಿದೆ. ಜಿಲ್ಲೆಯಲ್ಲಿ ಹಲವು ಮಿಶ್ರ ಕೆಂಪು ಮಣ್ಣು ಹಾಗೂ ಕೆಂಪು ಗೋಡು ಮಣ್ಣಿನ ಕೃಷಿ ಪ್ರದೇಶ ಹೆಚ್ಚು ಇದ್ದರೂ ನೈಸರ್ಗಿಕವಾಗಿ ಪೋಷ್ಟಕಾಂಶಗಳ ಕೊರತೆ [18, 1671, 231, 1865]
article-fertilizer-col3: ಹೆಚ್ಚು ಪ್ರದೇಶದಲ್ಲಿ ಮೆಕ್ಕೆಜೋಳ ಬೆಳೆಯಲಾಗುತ್ತಿದೆ. ಈ ಬೆಳೆಗೆ ಬಹುತೇಕ ರೈತರು ಮೂಲ ಗೊಬ್ಬರವಾಗಿ ಡಿಎಪಿ ಮಾತ್ರವೇ ಬಳಸುತ್ತಿದ್ದಾರೆ. ಸಮತೋಲನ ರಸಗೊಬ್ಬರ ಬಳಕೆಯಿಂದ ಮಣ್ಣಿನ ಆರೋಗ್ಯಕ್ಕೆ ಧಕ್ಕೆಯಾಗುತ್ತಿದೆ. 'ಬೆಳೆಗಳ ಸಾರಜನಕ, ರಂಜಕ ಮತ್ತು ಪೊಟ್ಯಾಷ್ ಪ್ರಮಾಣ ಪೋಷಕಾಂಶಗಳು ಡಿಎಪಿ ರಸಗೊಬ್ಬರದಲ್ಲಿ ಮಾತ್ರ [450, 1884, 649, 1979]
headline-job-fraud: ವಿದೇಶದಲ್ಲಿ ಉದ್ಯೋಗ ಕೊಡಿಸುವುದಾಗಿ ನಂಬಿಸಿ ವಂಚನೆ: ಪ್ರಮುಖ ಆರೋಪಿ ವಶಕ್ಕೆ [18, 2128, 769, 2160]
